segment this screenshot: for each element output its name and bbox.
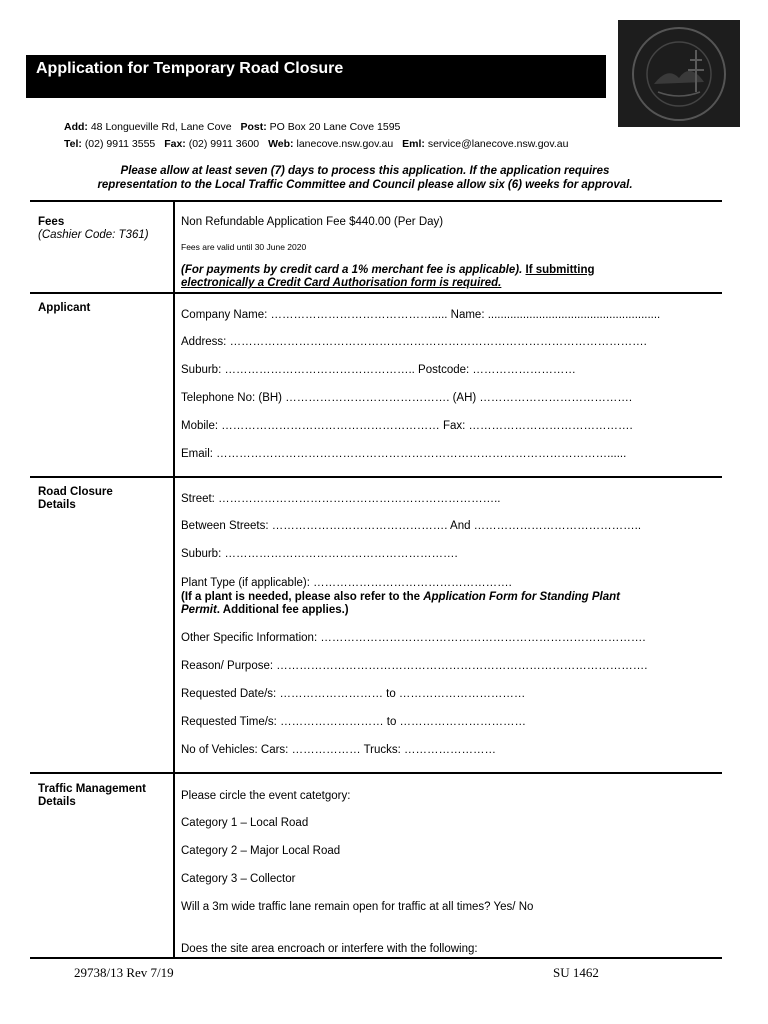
requested-times-field[interactable]: Requested Time/s: ……………………… to …………………………… <box>181 716 527 728</box>
contact-line-phone <box>64 138 574 150</box>
other-info-field[interactable]: Other Specific Information: …………………………………………………………………………. <box>181 632 646 644</box>
plant-note-line-2 <box>181 604 349 617</box>
application-fee-text: Non Refundable Application Fee $440.00 (Per Day) <box>181 216 444 228</box>
fee-validity-text: Fees are valid until 30 June 2020 <box>181 242 307 252</box>
web-link[interactable]: lanecove.nsw.gov.au <box>296 138 394 150</box>
permit-ref: Permit <box>181 604 217 616</box>
plant-type-field[interactable]: Plant Type (if applicable): ……………………………………………. <box>181 577 512 589</box>
cc-authorisation-note-b <box>181 277 501 290</box>
category-3-option[interactable]: Category 3 – Collector <box>181 873 296 885</box>
form-title: Application for Temporary Road Closure <box>36 60 344 77</box>
fax-label: Fax: <box>164 138 186 150</box>
email-field[interactable]: Email: …………………………………………………………………………………………...... <box>181 448 627 460</box>
road-closure-details-label: Details <box>38 499 76 511</box>
tel-label: Tel: <box>64 138 82 150</box>
vehicles-field[interactable]: No of Vehicles: Cars: ……………… Trucks: …………………… <box>181 744 497 756</box>
form-title-bar <box>26 55 606 98</box>
tel-value: (02) 9911 3555 <box>84 138 156 150</box>
traffic-lane-question[interactable]: Will a 3m wide traffic lane remain open for traffic at all times? Yes/ No <box>181 901 534 913</box>
road-closure-label: Road Closure <box>38 486 113 498</box>
applicant-section-label: Applicant <box>38 302 91 314</box>
form-code: SU 1462 <box>553 965 599 980</box>
address-value: 48 Longueville Rd, Lane Cove <box>90 121 232 133</box>
address-label: Add: <box>64 121 88 133</box>
circle-category-prompt: Please circle the event catetgory: <box>181 790 351 802</box>
document-reference: 29738/13 Rev 7/19 <box>74 965 174 980</box>
traffic-management-label: Traffic Management <box>38 783 146 795</box>
post-label: Post: <box>240 121 267 133</box>
processing-notice-line-2: representation to the Local Traffic Committee and Council please allow six (6) weeks for approval. <box>97 179 633 191</box>
company-name-field[interactable]: Company Name: ……………………………………..... Name: ...................................................... <box>181 309 661 321</box>
fees-label: Fees <box>38 216 65 228</box>
reason-field[interactable]: Reason/ Purpose: ……………………………………………………………………………………. <box>181 660 648 672</box>
encroach-question: Does the site area encroach or interfere with the following: <box>181 943 478 955</box>
divider-road-closure <box>30 476 722 478</box>
email-link[interactable]: service@lanecove.nsw.gov.au <box>427 138 569 150</box>
suburb-postcode-field[interactable]: Suburb: ………………………………………….. Postcode: ……………………… <box>181 364 576 376</box>
category-2-option[interactable]: Category 2 – Major Local Road <box>181 845 341 857</box>
divider-top <box>30 200 722 202</box>
plant-note-text: (If a plant is needed, please also refer to the <box>181 591 424 603</box>
column-divider <box>173 202 175 958</box>
street-field[interactable]: Street: ……………………………………………………………….. <box>181 493 501 505</box>
contact-line-address <box>64 121 406 133</box>
seal-graphic <box>618 20 740 127</box>
road-closure-section-label <box>38 486 113 512</box>
divider-applicant <box>30 292 722 294</box>
fax-value: (02) 9911 3600 <box>188 138 260 150</box>
additional-fee-note: . Additional fee applies.) <box>216 604 349 616</box>
divider-bottom <box>30 957 722 959</box>
plant-note-line-1 <box>181 591 620 604</box>
requested-dates-field[interactable]: Requested Date/s: ……………………… to …………………………… <box>181 688 526 700</box>
telephone-field[interactable]: Telephone No: (BH) ……………………………………. (AH) …………………………………. <box>181 392 633 404</box>
post-value: PO Box 20 Lane Cove 1595 <box>269 121 401 133</box>
road-suburb-field[interactable]: Suburb: ……………………………………………………. <box>181 548 458 560</box>
processing-notice-line-1: Please allow at least seven (7) days to process this application. If the application requires <box>120 165 610 177</box>
traffic-details-label: Details <box>38 796 76 808</box>
address-field[interactable]: Address: ………………………………………………………………………………………………. <box>181 336 647 348</box>
fees-section-label <box>38 216 149 242</box>
traffic-section-label <box>38 783 146 809</box>
merchant-fee-note: (For payments by credit card a 1% merchant fee is applicable). <box>181 264 523 276</box>
council-seal-logo <box>618 20 740 127</box>
mobile-fax-field[interactable]: Mobile: ………………………………………………… Fax: ……………………………………. <box>181 420 633 432</box>
credit-card-note-line-1 <box>181 264 595 277</box>
standing-plant-form-ref: Application Form for Standing Plant <box>423 591 620 603</box>
email-label: Eml: <box>402 138 425 150</box>
cashier-code: (Cashier Code: T361) <box>38 229 149 241</box>
web-label: Web: <box>268 138 294 150</box>
between-streets-field[interactable]: Between Streets: ………………………………………. And …………………………………….. <box>181 520 642 532</box>
cc-authorisation-note-a: If submitting <box>525 264 595 276</box>
divider-traffic <box>30 772 722 774</box>
cc-authorisation-text: electronically a Credit Card Authorisation form is required. <box>181 277 502 289</box>
category-1-option[interactable]: Category 1 – Local Road <box>181 817 309 829</box>
